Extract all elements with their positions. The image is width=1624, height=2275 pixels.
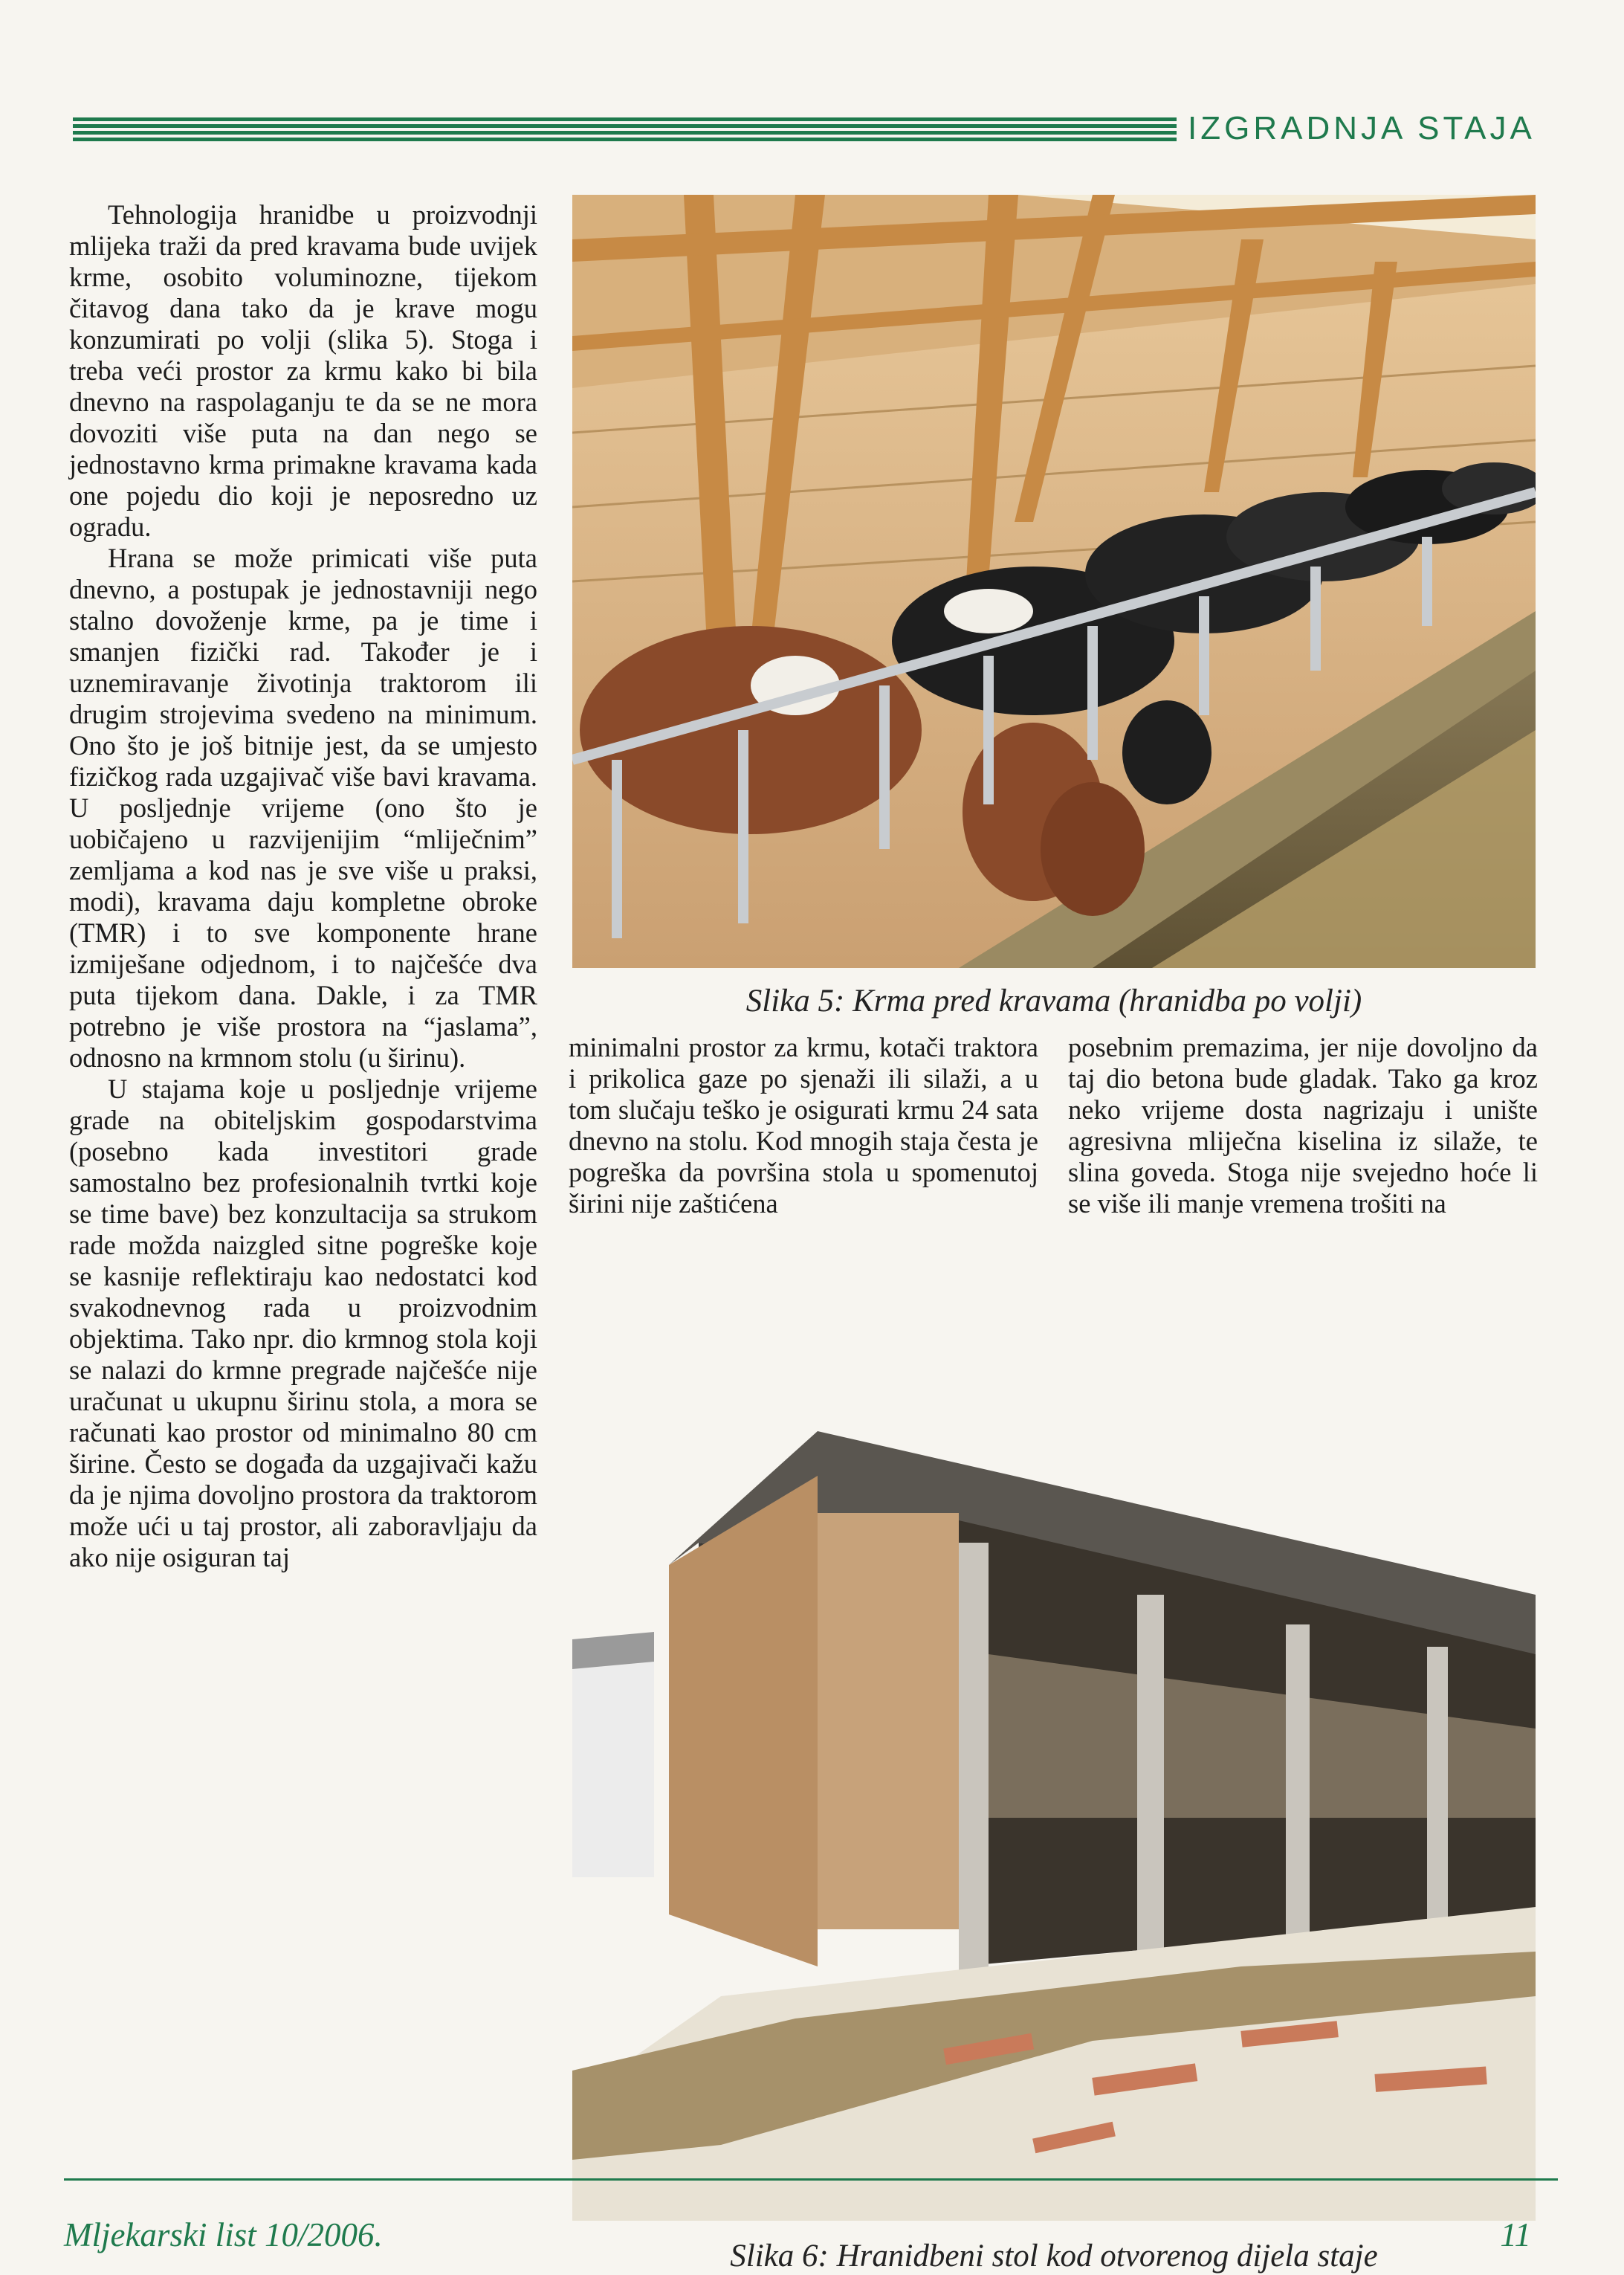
- figure-5-caption: Slika 5: Krma pred kravama (hranidba po volji): [745, 984, 1362, 1019]
- header-rule-3: [73, 131, 1177, 135]
- paragraph: minimalni prostor za krmu, kotači traktora i prikolica gaze po sjenaži ili silaži, a u tom slučaju teško je osigurati krmu 24 sata dnevno na stolu. Kod mnogih staja česta je pogreška da površina stola u spomenutoj širini nije zaštićena: [569, 1032, 1038, 1219]
- header-rule-4: [73, 138, 1177, 141]
- paragraph: U stajama koje u posljednje vrijeme grade na obiteljskim gospodarstvima (posebno kada investitori grade samostalno bez profesionalnih tvrtki koje se time bave) bez konzultacija sa strukom rade možda naizgled sitne pogreške koje se kasnije reflektiraju kao nedostatci kod svakodnevnog rada u proizvodnim objektima. Tako npr. dio krmnog stola koji se nalazi do krmne pregrade najčešće nije uračunat u ukupnu širinu stola, a mora se računati kao prostor od minimalno 80 cm širine. Često se događa da uzgajivači kažu da je njima dovoljno prostora da traktorom može ući u taj prostor, ali zaboravljaju da ako nije osiguran taj: [69, 1074, 537, 1572]
- paragraph: Hrana se može primicati više puta dnevno, a postupak je jednostavniji nego stalno dovoženje krme, pa je time i smanjen fizički rad. Također je i uznemiravanje životinja traktorom ili drugim strojevima svedeno na minimum. Ono što je još bitnije jest, da se umjesto fizičkog rada uzgajivač više bavi kravama. U posljednje vrijeme (ono što je uobičajeno u razvijenijim “mliječnim” zemljama a kod nas je sve više u praksi, modi), kravama daju kompletne obroke (TMR) i to sve komponente hrane izmiješane odjednom, i to najčešće dva puta tijekom dana. Dakle, i za TMR potrebno je više prostora na “jaslama”, odnosno na krmnom stolu (u širinu).: [69, 543, 537, 1073]
- figure-6-photo: [572, 1431, 1536, 2221]
- page-number: 11: [1500, 2216, 1531, 2253]
- article-column-right: [1068, 1032, 1538, 1219]
- article-column-left: [69, 199, 537, 1573]
- header-rule-2: [73, 124, 1177, 128]
- journal-name: Mljekarski list 10/2006.: [64, 2216, 383, 2253]
- footer-rule: [64, 2178, 1558, 2181]
- figure-6-caption: Slika 6: Hranidbeni stol kod otvorenog dijela staje: [730, 2239, 1378, 2274]
- header-rules: [73, 117, 1177, 143]
- paragraph: Tehnologija hranidbe u proizvodnji mlijeka traži da pred kravama bude uvijek krme, osobito voluminozne, tijekom čitavog dana tako da je krave mogu konzumirati po volji (slika 5). Stoga i treba veći prostor za krmu kako bi bila dnevno na raspolaganju te da se ne mora dovoziti više puta na dan nego se jednostavno krma primakne kravama kada one pojedu dio koji je neposredno uz ogradu.: [69, 199, 537, 542]
- header-rule-1: [73, 117, 1177, 121]
- figure-5-photo: [572, 195, 1536, 968]
- section-title: IZGRADNJA STAJA: [1188, 110, 1536, 146]
- paragraph: posebnim premazima, jer nije dovoljno da taj dio betona bude gladak. Tako ga kroz neko vrijeme dosta nagrizaju i unište agresivna mliječna kiselina iz silaže, te slina goveda. Stoga nije svejedno hoće li se više ili manje vremena trošiti na: [1068, 1032, 1538, 1219]
- article-column-middle: [569, 1032, 1038, 1219]
